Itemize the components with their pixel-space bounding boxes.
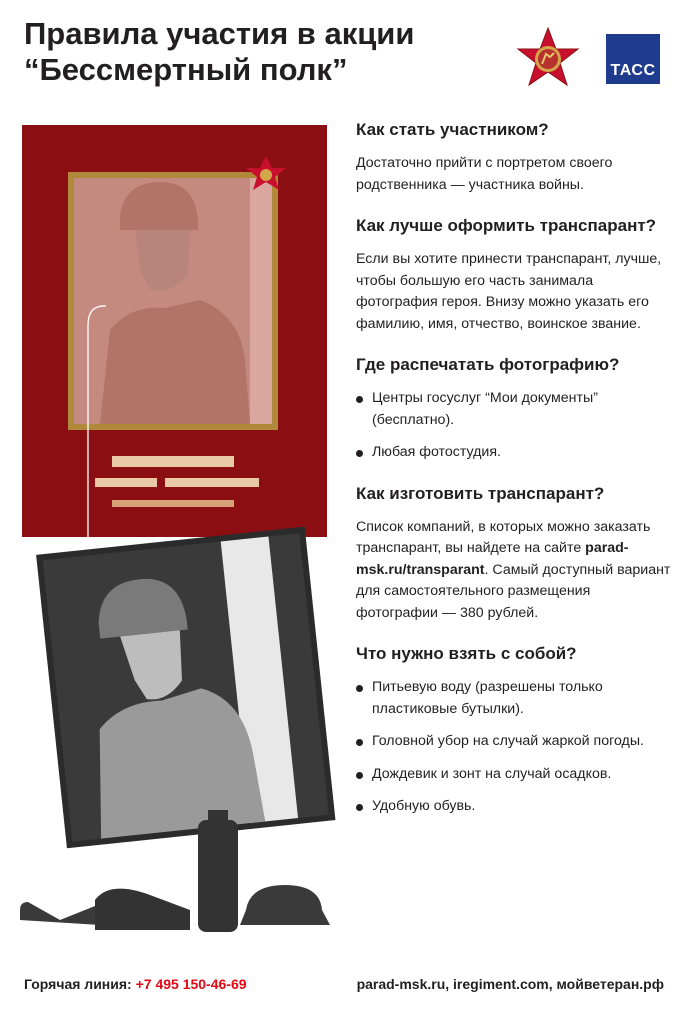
info-column xyxy=(356,118,672,836)
section-text: Достаточно прийти с портретом своего родственника — участника войны. xyxy=(356,155,613,193)
hotline-phone[interactable]: +7 495 150-46-69 xyxy=(135,976,247,992)
name-plate-line-2 xyxy=(95,478,157,487)
illustration xyxy=(0,120,340,950)
tilted-photo xyxy=(36,527,335,849)
bottle-icon xyxy=(198,820,238,932)
name-plate-line-3 xyxy=(165,478,259,487)
section-heading: Как изготовить транспарант? xyxy=(356,483,605,503)
section-heading: Что нужно взять с собой? xyxy=(356,644,577,663)
bullet-list xyxy=(356,388,672,464)
list-item: Удобную обувь. xyxy=(356,796,672,818)
section-heading: Как лучше оформить транспарант? xyxy=(356,216,657,235)
section-heading: Где распечатать фотографию? xyxy=(356,355,620,374)
section-banner-design xyxy=(356,214,672,335)
name-plate-line-1 xyxy=(112,456,234,467)
section-text: Если вы хотите принести транспарант, лучше, чтобы большую его часть занимала фотография героя. Внизу можно указать его фамилию, имя, отчество, воинское звание. xyxy=(356,251,662,332)
name-plate-line-4 xyxy=(112,500,234,507)
list-item: Головной убор на случай жаркой погоды. xyxy=(356,731,672,753)
hat-icon xyxy=(240,885,330,925)
page-title xyxy=(24,16,414,88)
birch-trunk xyxy=(250,178,272,424)
transparant-link[interactable]: parad-msk.ru/transparant xyxy=(356,540,629,578)
list-item: Питьевую воду (разрешены только пластиковые бутылки). xyxy=(356,677,672,720)
section-what-to-bring xyxy=(356,642,672,818)
section-print-photo xyxy=(356,353,672,464)
text-after-link: . Самый доступный вариант для самостоятельного размещения фотографии — 380 рублей. xyxy=(356,561,671,621)
title-line-2: “Бессмертный полк” xyxy=(24,52,348,87)
section-make-banner xyxy=(356,482,672,625)
text-before-link: Список компаний, в которых можно заказать транспарант, вы найдете на сайте xyxy=(356,518,651,556)
bullet-list xyxy=(356,677,672,818)
star-medal-icon xyxy=(516,26,580,90)
shoe-icon xyxy=(95,889,190,930)
title-line-1: Правила участия в акции xyxy=(24,16,415,51)
tass-logo: ТАСС xyxy=(606,34,660,84)
hotline-label: Горячая линия: xyxy=(24,976,132,992)
list-item: Дождевик и зонт на случай осадков. xyxy=(356,764,672,786)
footer-sites[interactable]: parad-msk.ru, iregiment.com, мойветеран.рф xyxy=(356,976,664,992)
section-heading: Как стать участником? xyxy=(356,120,549,139)
section-text xyxy=(356,517,672,625)
list-item: Центры госуслуг “Мои документы” (бесплатно). xyxy=(356,388,672,431)
list-item: Любая фотостудия. xyxy=(356,442,672,464)
section-participant xyxy=(356,118,672,196)
hotline xyxy=(24,976,247,992)
